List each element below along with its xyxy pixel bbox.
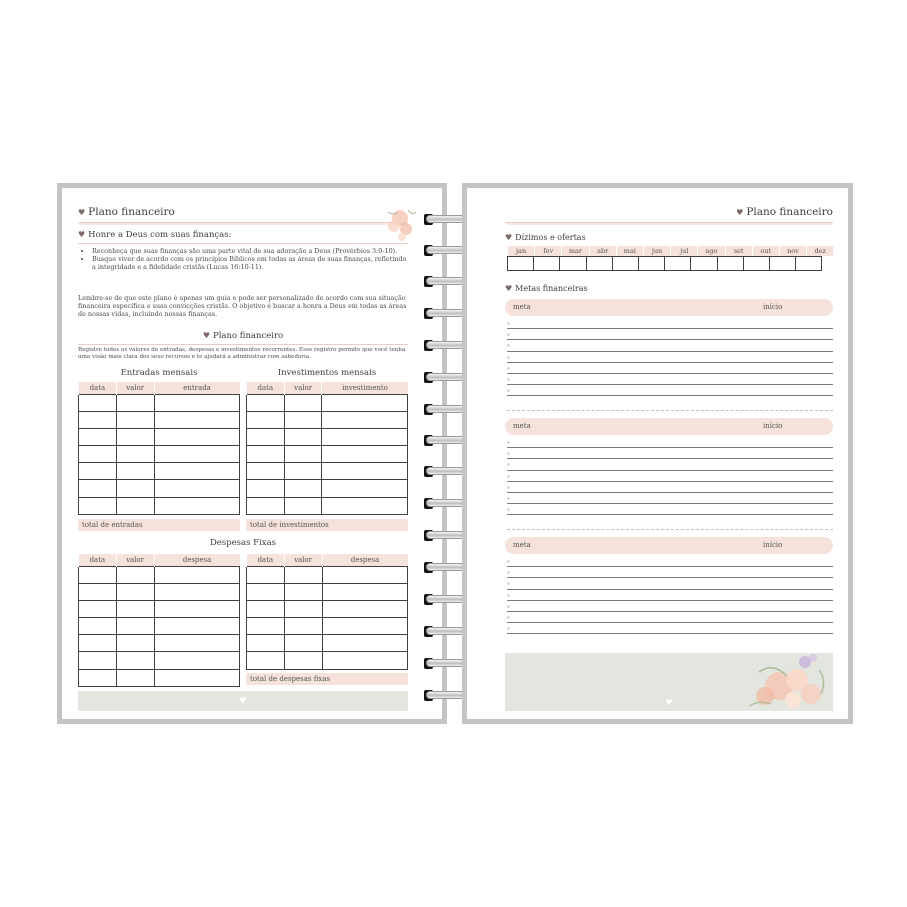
months-header <box>507 246 833 256</box>
table-cell[interactable] <box>284 463 322 480</box>
month-label: mar <box>561 246 588 256</box>
table-row <box>79 566 240 583</box>
table-cell[interactable] <box>79 583 117 600</box>
table-cell[interactable] <box>79 446 117 463</box>
table-cell[interactable] <box>116 583 154 600</box>
table-row <box>247 635 408 652</box>
table-cell[interactable] <box>79 428 117 445</box>
heart-icon: ♥ <box>202 331 210 340</box>
month-box[interactable] <box>717 256 744 271</box>
income-table-title: Entradas mensais <box>120 368 198 378</box>
bullet-item: • Busque viver de acordo com os princípios Bíblicos em todas as áreas de suas finanças, refletindo a integridade e a fidelidade cristãs (Lucas 16:10-11). <box>92 255 408 271</box>
meta-label: meta <box>513 541 531 549</box>
goal-line[interactable] <box>507 374 833 385</box>
column-header: despesa <box>322 554 407 566</box>
heart-icon: ♥ <box>505 233 513 242</box>
column-header: valor <box>116 382 154 394</box>
month-label: abr <box>589 246 616 256</box>
table-cell[interactable] <box>284 583 322 600</box>
goal-line[interactable] <box>507 459 833 470</box>
goal-line[interactable] <box>507 329 833 340</box>
goal-line[interactable] <box>507 612 833 623</box>
month-label: jan <box>507 246 534 256</box>
table-cell[interactable] <box>284 480 322 497</box>
table-cell[interactable] <box>154 566 239 583</box>
heart-icon: ♥ <box>239 696 247 705</box>
plan-subtitle: ♥ Plano financeiro <box>78 331 408 345</box>
table-cell[interactable] <box>116 618 154 635</box>
table-cell[interactable] <box>154 652 239 669</box>
column-header: valor <box>284 382 322 394</box>
table-cell[interactable] <box>284 394 322 411</box>
table-cell[interactable] <box>154 446 239 463</box>
table-cell[interactable] <box>116 428 154 445</box>
table-row <box>79 497 240 514</box>
table-row <box>247 600 408 617</box>
table-cell[interactable] <box>284 618 322 635</box>
month-label: jul <box>670 246 697 256</box>
table-row <box>247 463 408 480</box>
month-label: ago <box>697 246 724 256</box>
bullet-list <box>76 247 408 272</box>
fixed-expenses-table-right <box>246 554 408 670</box>
months-boxes <box>508 256 822 271</box>
table-cell[interactable] <box>284 428 322 445</box>
goal-line[interactable] <box>507 448 833 459</box>
column-header: data <box>247 554 285 566</box>
column-header: despesa <box>154 554 239 566</box>
table-row <box>79 635 240 652</box>
goal-line[interactable] <box>507 352 833 363</box>
table-row <box>79 463 240 480</box>
heart-icon: ♥ <box>78 230 86 239</box>
goal-line[interactable] <box>507 471 833 482</box>
goal-line[interactable] <box>507 556 833 567</box>
table-cell[interactable] <box>116 480 154 497</box>
table-cell[interactable] <box>247 497 285 514</box>
table-row <box>247 480 408 497</box>
goal-line[interactable] <box>507 318 833 329</box>
table-row <box>79 600 240 617</box>
table-row <box>79 411 240 428</box>
floral-decoration-icon <box>739 650 833 712</box>
left-footer-band <box>78 691 408 711</box>
tithes-title: ♥ Dízimos e ofertas <box>505 233 586 242</box>
table-cell[interactable] <box>322 652 407 669</box>
table-cell[interactable] <box>322 394 408 411</box>
column-header: data <box>247 382 285 394</box>
table-cell[interactable] <box>322 411 408 428</box>
table-cell[interactable] <box>322 583 407 600</box>
table-cell[interactable] <box>247 463 285 480</box>
fixed-expenses-total-bar: total de despesas fixas <box>246 673 408 685</box>
goal-header <box>505 299 833 316</box>
column-header: investimento <box>322 382 408 394</box>
table-row <box>247 583 408 600</box>
table-row <box>247 394 408 411</box>
table-cell[interactable] <box>79 394 117 411</box>
table-cell[interactable] <box>79 497 117 514</box>
month-box[interactable] <box>795 256 822 271</box>
table-cell[interactable] <box>322 480 408 497</box>
table-cell[interactable] <box>79 652 117 669</box>
fixed-expenses-table-left <box>78 554 240 687</box>
heart-icon: ♥ <box>736 208 744 217</box>
table-cell[interactable] <box>247 566 285 583</box>
table-cell[interactable] <box>116 497 154 514</box>
goal-line[interactable] <box>507 482 833 493</box>
table-cell[interactable] <box>284 652 322 669</box>
month-label: mai <box>616 246 643 256</box>
month-box[interactable] <box>507 256 534 271</box>
table-cell[interactable] <box>116 652 154 669</box>
table-row <box>247 446 408 463</box>
goal-divider <box>507 410 833 411</box>
table-cell[interactable] <box>79 600 117 617</box>
table-cell[interactable] <box>154 669 239 686</box>
table-cell[interactable] <box>322 635 407 652</box>
table-row <box>247 411 408 428</box>
table-cell[interactable] <box>154 497 239 514</box>
table-cell[interactable] <box>247 635 285 652</box>
start-label: início <box>763 541 783 549</box>
table-cell[interactable] <box>154 463 239 480</box>
goal-line[interactable] <box>507 437 833 448</box>
month-label: jun <box>643 246 670 256</box>
goals-title: ♥ Metas financeiras <box>505 284 588 293</box>
start-label: início <box>763 303 783 311</box>
month-box[interactable] <box>769 256 796 271</box>
table-cell[interactable] <box>322 463 408 480</box>
start-label: início <box>763 422 783 430</box>
table-cell[interactable] <box>154 411 239 428</box>
month-box[interactable] <box>664 256 691 271</box>
right-page <box>462 183 853 724</box>
table-row <box>79 618 240 635</box>
table-cell[interactable] <box>79 411 117 428</box>
column-header: entrada <box>154 382 239 394</box>
goal-line[interactable] <box>507 578 833 589</box>
table-row <box>79 428 240 445</box>
table-cell[interactable] <box>284 497 322 514</box>
column-header: valor <box>116 554 154 566</box>
month-box[interactable] <box>638 256 665 271</box>
table-row <box>247 428 408 445</box>
month-label: dez <box>806 246 833 256</box>
goal-line[interactable] <box>507 590 833 601</box>
table-cell[interactable] <box>154 394 239 411</box>
month-label: nov <box>779 246 806 256</box>
goal-line[interactable] <box>507 567 833 578</box>
guide-paragraph: Lembre-se de que este plano é apenas um guia e pode ser personalizado de acordo com sua situação financeira específica e suas convicções cristãs. O objetivo é buscar a honra a Deus em todas as áreas de nossas vidas, incluindo nossas finanças. <box>78 294 407 319</box>
left-page <box>57 183 447 724</box>
table-cell[interactable] <box>322 428 408 445</box>
table-row <box>247 497 408 514</box>
left-page-title: ♥ Plano financeiro <box>78 206 408 223</box>
heart-icon: ♥ <box>78 208 86 217</box>
table-cell[interactable] <box>247 428 285 445</box>
table-row <box>79 669 240 686</box>
month-box[interactable] <box>559 256 586 271</box>
table-cell[interactable] <box>79 463 117 480</box>
goal-lines <box>507 437 833 515</box>
table-cell[interactable] <box>322 446 408 463</box>
table-cell[interactable] <box>247 618 285 635</box>
table-cell[interactable] <box>116 635 154 652</box>
table-cell[interactable] <box>79 618 117 635</box>
meta-label: meta <box>513 303 531 311</box>
goal-line[interactable] <box>507 493 833 504</box>
table-row <box>79 446 240 463</box>
month-box[interactable] <box>690 256 717 271</box>
table-cell[interactable] <box>154 600 239 617</box>
goal-line[interactable] <box>507 504 833 515</box>
table-cell[interactable] <box>79 669 117 686</box>
column-header: data <box>79 382 117 394</box>
table-row <box>79 652 240 669</box>
table-cell[interactable] <box>284 411 322 428</box>
goal-header <box>505 537 833 554</box>
table-row <box>247 652 408 669</box>
table-cell[interactable] <box>154 428 239 445</box>
table-cell[interactable] <box>154 480 239 497</box>
month-label: out <box>752 246 779 256</box>
table-cell[interactable] <box>154 635 239 652</box>
invest-total-bar: total de investimentos <box>246 519 408 531</box>
table-row <box>79 480 240 497</box>
table-cell[interactable] <box>116 446 154 463</box>
month-label: set <box>725 246 752 256</box>
table-row <box>247 618 408 635</box>
table-cell[interactable] <box>284 600 322 617</box>
table-cell[interactable] <box>116 566 154 583</box>
meta-label: meta <box>513 422 531 430</box>
table-cell[interactable] <box>116 600 154 617</box>
goal-lines <box>507 556 833 634</box>
table-cell[interactable] <box>284 566 322 583</box>
table-cell[interactable] <box>154 618 239 635</box>
column-header: data <box>79 554 117 566</box>
table-cell[interactable] <box>116 669 154 686</box>
table-cell[interactable] <box>284 635 322 652</box>
heart-icon: ♥ <box>505 284 513 293</box>
table-row <box>79 394 240 411</box>
goal-line[interactable] <box>507 601 833 612</box>
goal-divider <box>507 529 833 530</box>
table-cell[interactable] <box>247 480 285 497</box>
table-cell[interactable] <box>247 394 285 411</box>
month-box[interactable] <box>612 256 639 271</box>
table-cell[interactable] <box>247 583 285 600</box>
table-cell[interactable] <box>322 566 407 583</box>
heart-icon: ♥ <box>665 698 673 707</box>
table-row <box>79 583 240 600</box>
table-cell[interactable] <box>322 618 407 635</box>
table-row <box>247 566 408 583</box>
goal-line[interactable] <box>507 385 833 396</box>
table-cell[interactable] <box>79 635 117 652</box>
month-box[interactable] <box>743 256 770 271</box>
income-total-bar: total de entradas <box>78 519 240 531</box>
table-cell[interactable] <box>322 600 407 617</box>
goal-line[interactable] <box>507 623 833 634</box>
table-cell[interactable] <box>154 583 239 600</box>
table-cell[interactable] <box>247 446 285 463</box>
fixed-expenses-title: Despesas Fixas <box>209 538 276 548</box>
right-page-title: ♥ Plano financeiro <box>505 206 833 223</box>
goal-line[interactable] <box>507 363 833 374</box>
table-cell[interactable] <box>116 394 154 411</box>
intro-text: Registre todos os valores de entradas, despesas e investimentos recorrentes. Esse registro permite que você tenha uma visão mais clara dos seus recursos e te ajudará a administrar com sabedoria. <box>78 347 406 361</box>
column-header: valor <box>284 554 322 566</box>
table-cell[interactable] <box>116 463 154 480</box>
table-cell[interactable] <box>79 566 117 583</box>
table-cell[interactable] <box>284 446 322 463</box>
table-cell[interactable] <box>116 411 154 428</box>
goal-lines <box>507 318 833 396</box>
income-table <box>78 382 240 515</box>
invest-table <box>246 382 408 515</box>
invest-table-title: Investimentos mensais <box>277 368 377 378</box>
month-label: fev <box>534 246 561 256</box>
bullet-item: • Reconheça que suas finanças são uma parte vital de sua adoração a Deus (Provérbios 3:9-10). <box>92 247 408 255</box>
table-cell[interactable] <box>247 411 285 428</box>
honor-heading: ♥ Honre a Deus com suas finanças: <box>78 230 408 244</box>
month-box[interactable] <box>586 256 613 271</box>
goal-line[interactable] <box>507 340 833 351</box>
table-cell[interactable] <box>247 600 285 617</box>
table-cell[interactable] <box>79 480 117 497</box>
goal-header <box>505 418 833 435</box>
table-cell[interactable] <box>322 497 408 514</box>
month-box[interactable] <box>533 256 560 271</box>
table-cell[interactable] <box>247 652 285 669</box>
